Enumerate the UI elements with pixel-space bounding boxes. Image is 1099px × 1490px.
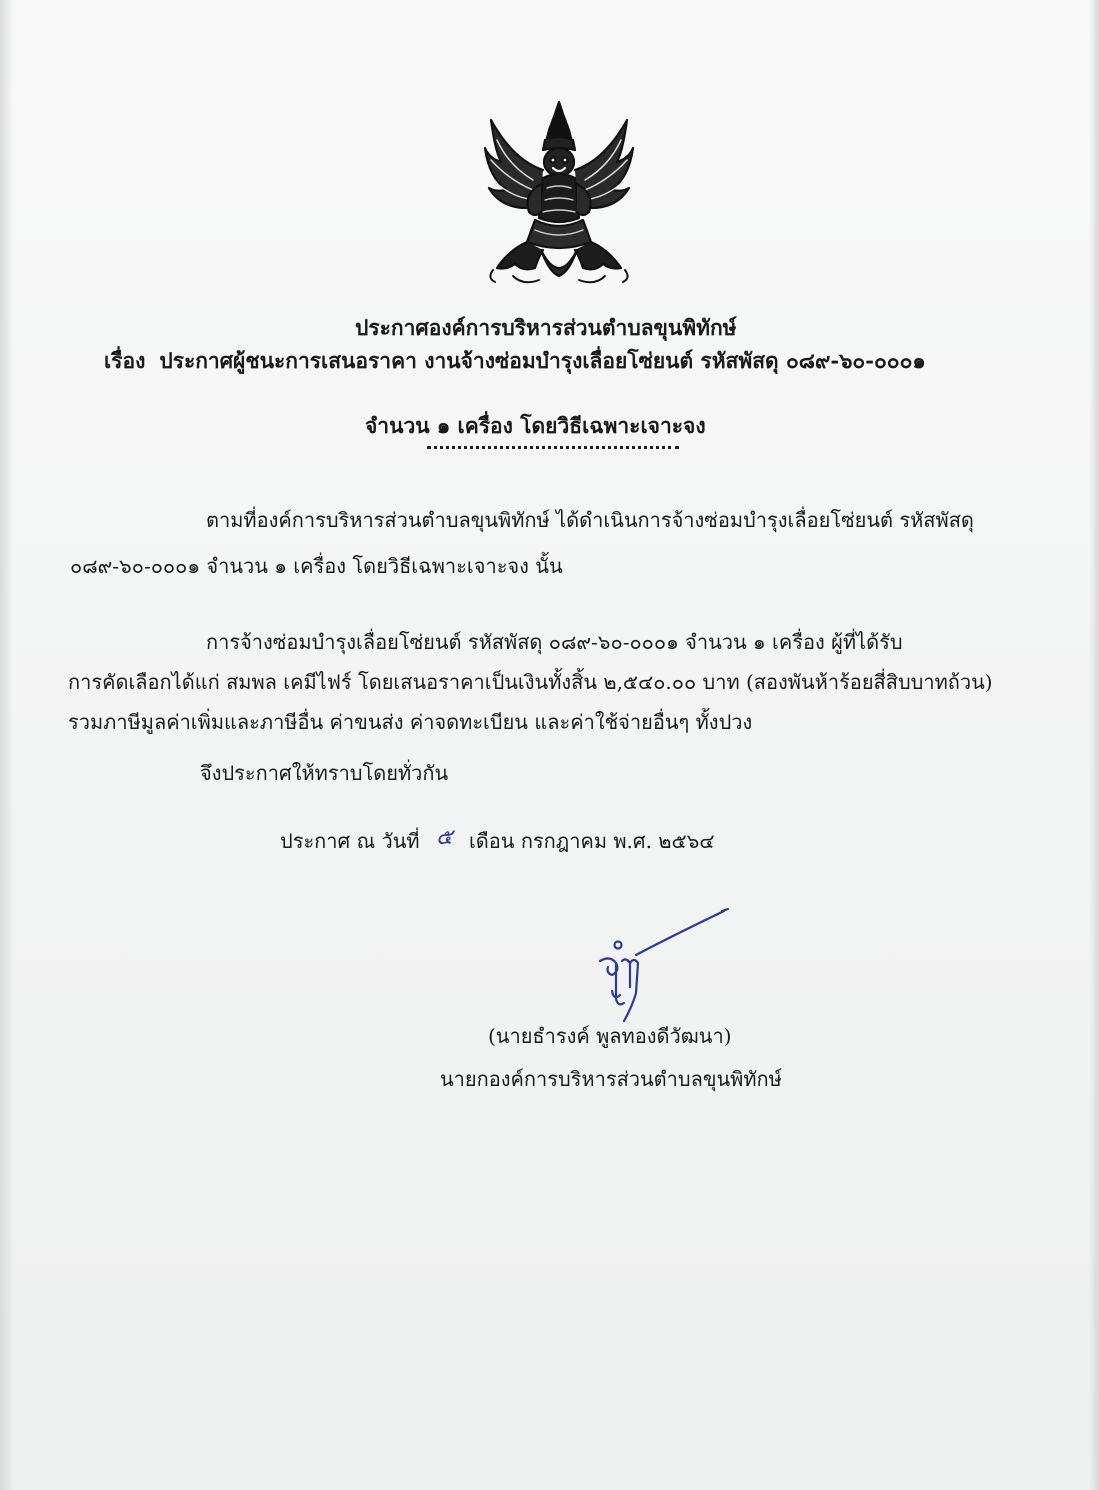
date-suffix: เดือน กรกฎาคม พ.ศ. ๒๕๖๔ [468, 829, 715, 853]
signer-name: (นายธำรงค์ พูลทองดีวัฒนา) [488, 1024, 732, 1048]
dotted-divider [427, 446, 679, 449]
announcement-title: ประกาศองค์การบริหารส่วนตำบลขุนพิทักษ์ [355, 315, 737, 340]
paragraph-1-line-2: ๐๘๙-๖๐-๐๐๐๑ จำนวน ๑ เครื่อง โดยวิธีเฉพาะเจาะจง นั้น [70, 554, 563, 578]
announcement-subject [104, 345, 926, 378]
handwritten-signature [596, 903, 736, 1033]
garuda-emblem-icon [483, 100, 635, 290]
scan-edge-left [0, 0, 14, 1490]
paragraph-2-line-3: รวมภาษีมูลค่าเพิ่มและภาษีอื่น ค่าขนส่ง ค่าจดทะเบียน และค่าใช้จ่ายอื่นๆ ทั้งปวง [68, 710, 753, 734]
signer-title: นายกองค์การบริหารส่วนตำบลขุนพิทักษ์ [440, 1067, 782, 1091]
date-day-handwritten: ๕ [435, 825, 453, 850]
paragraph-2-line-1: การจ้างซ่อมบำรุงเลื่อยโซ่ยนต์ รหัสพัสดุ ๐๘๙-๖๐-๐๐๐๑ จำนวน ๑ เครื่อง ผู้ที่ได้รับ [206, 630, 903, 654]
subject-text: ประกาศผู้ชนะการเสนอราคา งานจ้างซ่อมบำรุงเลื่อยโซ่ยนต์ รหัสพัสดุ ๐๘๙-๖๐-๐๐๐๑ [159, 348, 926, 373]
paragraph-2-line-2: การคัดเลือกได้แก่ สมพล เคมีไฟร์ โดยเสนอราคาเป็นเงินทั้งสิ้น ๒,๕๔๐.๐๐ บาท (สองพันห้าร้อยสี่สิบบาทถ้วน) [68, 670, 993, 694]
scan-edge-right [1089, 0, 1099, 1490]
announcement-quantity-method: จำนวน ๑ เครื่อง โดยวิธีเฉพาะเจาะจง [365, 413, 706, 438]
announcement-date [280, 823, 714, 858]
subject-label: เรื่อง [104, 348, 146, 373]
paragraph-3: จึงประกาศให้ทราบโดยทั่วกัน [200, 761, 449, 785]
paragraph-1-line-1: ตามที่องค์การบริหารส่วนตำบลขุนพิทักษ์ ได้ดำเนินการจ้างซ่อมบำรุงเลื่อยโซ่ยนต์ รหัสพัสดุ [206, 508, 974, 532]
date-prefix: ประกาศ ณ วันที่ [280, 829, 420, 853]
